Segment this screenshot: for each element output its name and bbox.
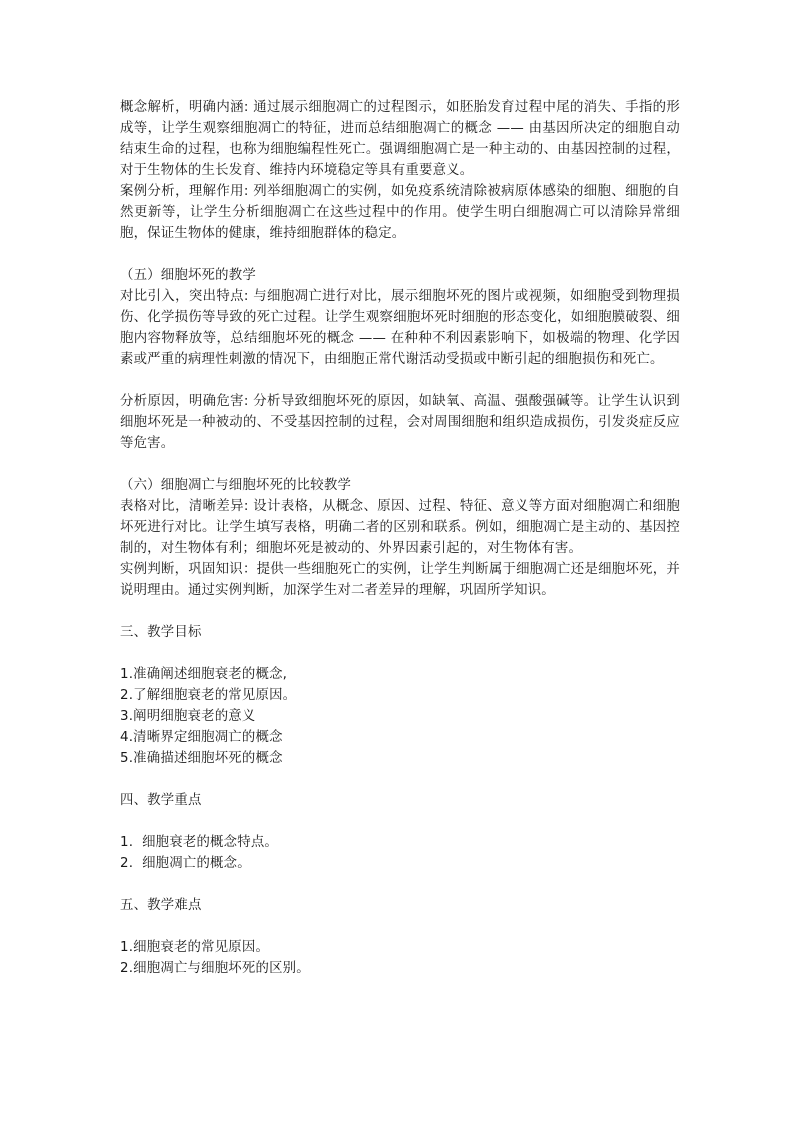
goal-item: 5.准确描述细胞坏死的概念 [120,751,283,766]
necrosis-cause-paragraph: 分析原因，明确危害: 分析导致细胞坏死的原因，如缺氧、高温、强酸强碱等。让学生认识到细胞坏死是一种被动的、不受基因控制的过程，会对周围细胞和组织造成损伤，引发炎症反应等危害。 [120,394,680,451]
comparison-table-paragraph: 表格对比，清晰差异: 设计表格，从概念、原因、过程、特征、意义等方面对细胞凋亡和细胞坏死进行对比。让学生填写表格，明确二者的区别和联系。例如，细胞凋亡是主动的、基因控制的，对生物体有利；细胞坏死是被动的、外界因素引起的，对生物体有害。 [120,499,680,556]
difficulty-item: 1.细胞衰老的常见原因。 [120,940,270,955]
key-points-heading: 四、教学重点 [120,793,202,808]
difficulty-item: 2.细胞凋亡与细胞坏死的区别。 [120,961,310,976]
comparison-example-paragraph: 实例判断，巩固知识：提供一些细胞死亡的实例，让学生判断属于细胞凋亡还是细胞坏死，并说明理由。通过实例判断，加深学生对二者差异的理解，巩固所学知识。 [120,562,680,598]
difficulties-heading: 五、教学难点 [120,898,202,913]
necrosis-section-heading: （五）细胞坏死的教学 [120,268,256,283]
comparison-section-heading: （六）细胞凋亡与细胞坏死的比较教学 [120,478,352,493]
goal-item: 2.了解细胞衰老的常见原因。 [120,688,297,703]
necrosis-contrast-paragraph: 对比引入，突出特点: 与细胞凋亡进行对比，展示细胞坏死的图片或视频，如细胞受到物理损伤、化学损伤等导致的死亡过程。让学生观察细胞坏死时细胞的形态变化，如细胞膜破裂、细胞内容物释放等，总结细胞坏死的概念 —— 在种种不利因素影响下，如极端的物理、化学因素或严重的病理性刺激的情况下，由细胞正常代谢活动受损或中断引起的细胞损伤和死亡。 [120,289,680,367]
document-page [120,97,680,979]
goal-item: 1.准确阐述细胞衰老的概念, [120,667,288,682]
apoptosis-case-paragraph: 案例分析，理解作用: 列举细胞凋亡的实例，如免疫系统清除被病原体感染的细胞、细胞的自然更新等，让学生分析细胞凋亡在这些过程中的作用。使学生明白细胞凋亡可以清除异常细胞，保证生物体的健康，维持细胞群体的稳定。 [120,184,680,241]
goal-item: 4.清晰界定细胞凋亡的概念 [120,730,283,745]
apoptosis-concept-paragraph: 概念解析，明确内涵: 通过展示细胞凋亡的过程图示，如胚胎发育过程中尾的消失、手指的形成等，让学生观察细胞凋亡的特征，进而总结细胞凋亡的概念 —— 由基因所决定的细胞自动结束生命的过程，也称为细胞编程性死亡。强调细胞凋亡是一种主动的、由基因控制的过程，对于生物体的生长发育、维持内环境稳定等具有重要意义。 [120,100,680,178]
key-point-item: 2. 细胞凋亡的概念。 [120,856,251,871]
key-point-item: 1. 细胞衰老的概念特点。 [120,835,278,850]
goals-heading: 三、教学目标 [120,625,202,640]
goal-item: 3.阐明细胞衰老的意义 [120,709,256,724]
